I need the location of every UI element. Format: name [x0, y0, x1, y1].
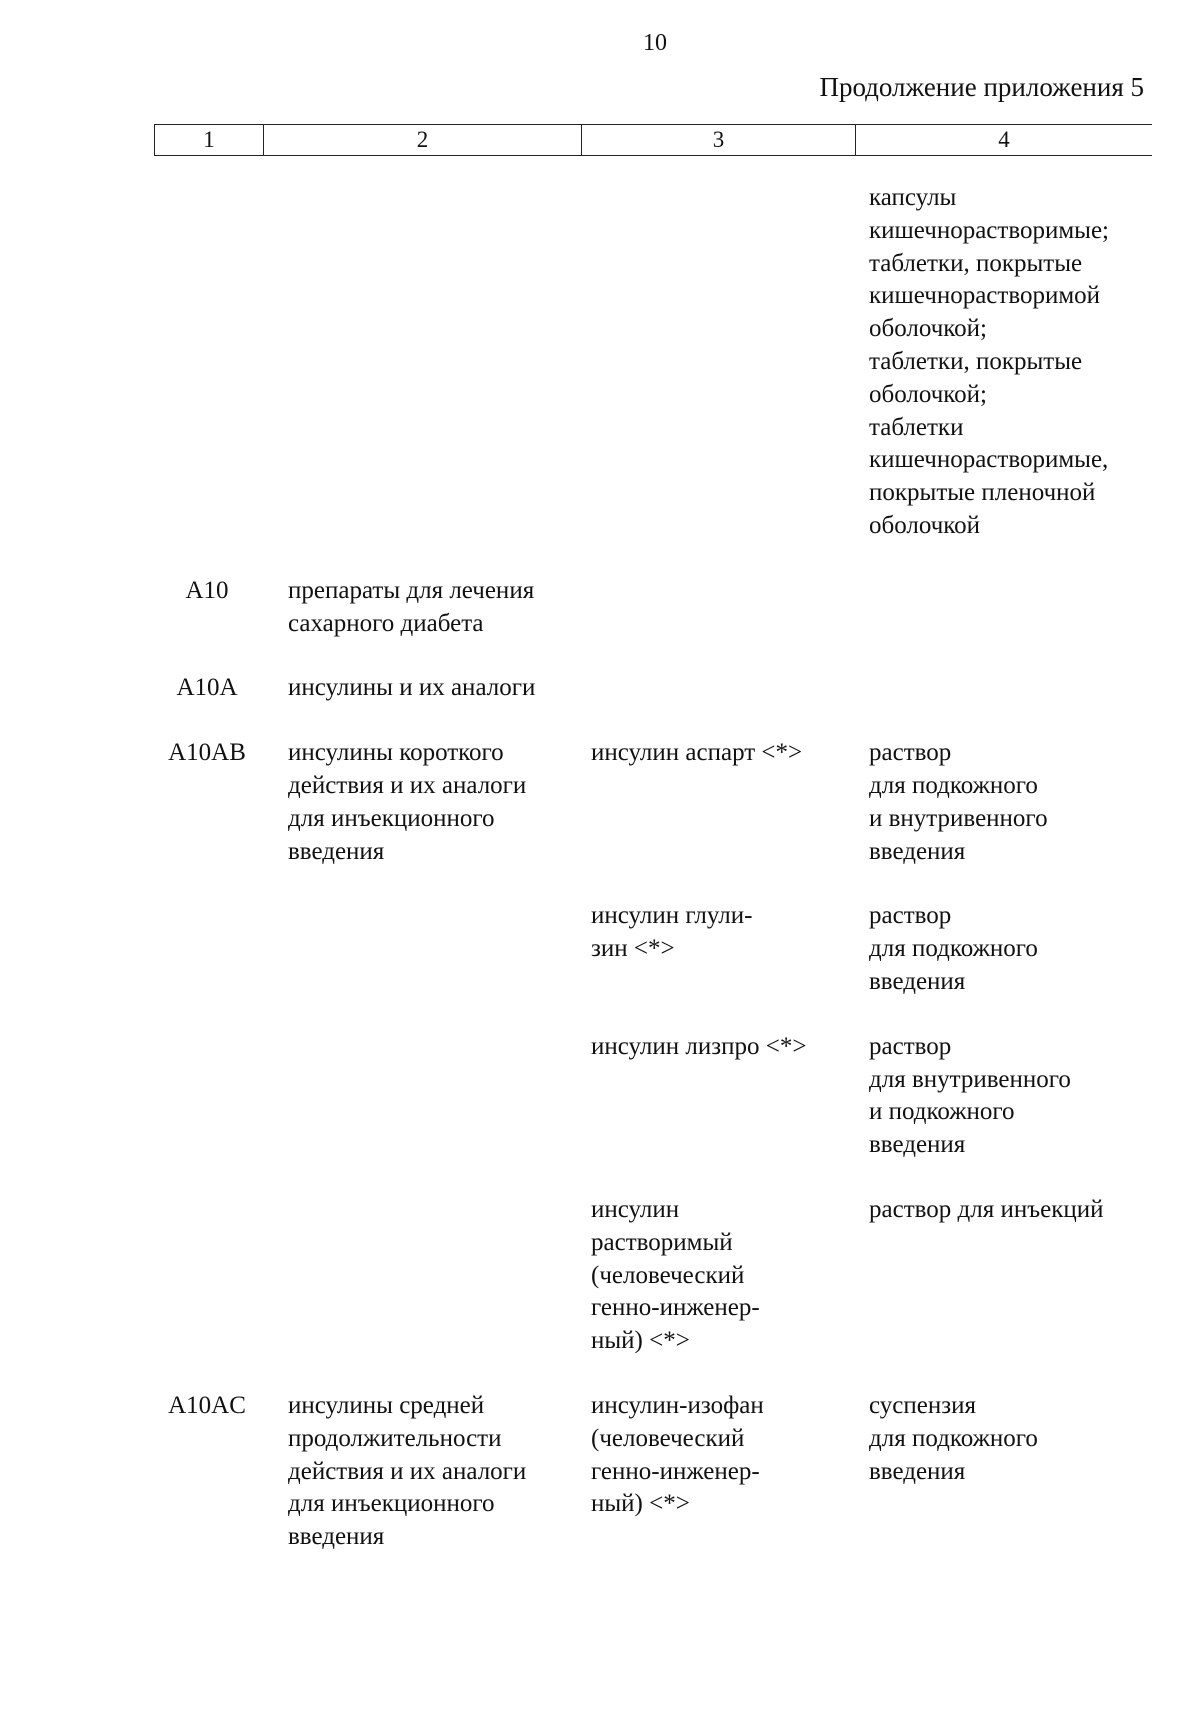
drug-name: инсулин аспарт <*>: [591, 739, 803, 767]
atc-code: [154, 1031, 264, 1162]
pharm-group: препараты для лечения сахарного диабета: [288, 576, 535, 637]
dosage-form: раствор для подкожного введения: [869, 902, 1038, 995]
table-row: [154, 1390, 1152, 1554]
table-row: [154, 182, 1152, 543]
page-number: 10: [643, 30, 667, 56]
header-col-3: 3: [582, 125, 856, 155]
pharm-group: [264, 900, 582, 998]
dosage-form: раствор для подкожного и внутривенного введения: [869, 739, 1048, 865]
appendix-title: Продолжение приложения 5: [819, 72, 1144, 102]
atc-code: A10A: [176, 674, 238, 702]
drug-name: инсулин-изофан (человеческий генно-инженер- ный) <*>: [591, 1391, 764, 1518]
drug-name: инсулин растворимый (человеческий генно-инженер- ный) <*>: [591, 1195, 760, 1355]
atc-code: A10AC: [168, 1391, 246, 1419]
pharm-group: инсулины средней продолжительности действия и их аналоги для инъекционного введения: [288, 1391, 527, 1551]
dosage-form: [856, 575, 1152, 641]
table-row: [154, 1031, 1152, 1162]
drug-name: [582, 575, 856, 641]
table-body: [154, 182, 1152, 1586]
table-row: [154, 737, 1152, 868]
atc-code: [154, 1194, 264, 1358]
drug-name: [582, 672, 856, 705]
header-col-1: 1: [154, 125, 264, 155]
dosage-form: раствор для внутривенного и подкожного введения: [869, 1032, 1071, 1159]
atc-code: [154, 900, 264, 998]
drug-name: [582, 182, 856, 543]
atc-code: [154, 182, 264, 543]
atc-code: A10: [185, 576, 229, 604]
drug-name: инсулин лизпро <*>: [591, 1032, 807, 1060]
table-header: [154, 124, 1152, 156]
pharm-group: [264, 182, 582, 543]
dosage-form: капсулы кишечнорастворимые; таблетки, покрытые кишечнорастворимой оболочкой; таблетки, покрытые оболочкой; таблетки кишечнорастворимые, покрытые пленочной оболочкой: [869, 184, 1109, 539]
pharm-group: инсулины и их аналоги: [288, 674, 536, 702]
pharm-group: [264, 1031, 582, 1162]
pharm-group: инсулины короткого действия и их аналоги для инъекционного введения: [288, 739, 527, 865]
table-row: [154, 1194, 1152, 1358]
table-row: [154, 900, 1152, 998]
atc-code: A10AB: [168, 739, 246, 767]
dosage-form: [856, 672, 1152, 705]
header-col-4: 4: [998, 127, 1010, 152]
table-row: [154, 575, 1152, 641]
dosage-form: суспензия для подкожного введения: [869, 1391, 1038, 1485]
table-row: [154, 672, 1152, 705]
dosage-form: раствор для инъекций: [869, 1195, 1104, 1223]
drug-name: инсулин глули- зин <*>: [591, 902, 753, 963]
pharm-group: [264, 1194, 582, 1358]
header-col-2: 2: [264, 125, 582, 155]
